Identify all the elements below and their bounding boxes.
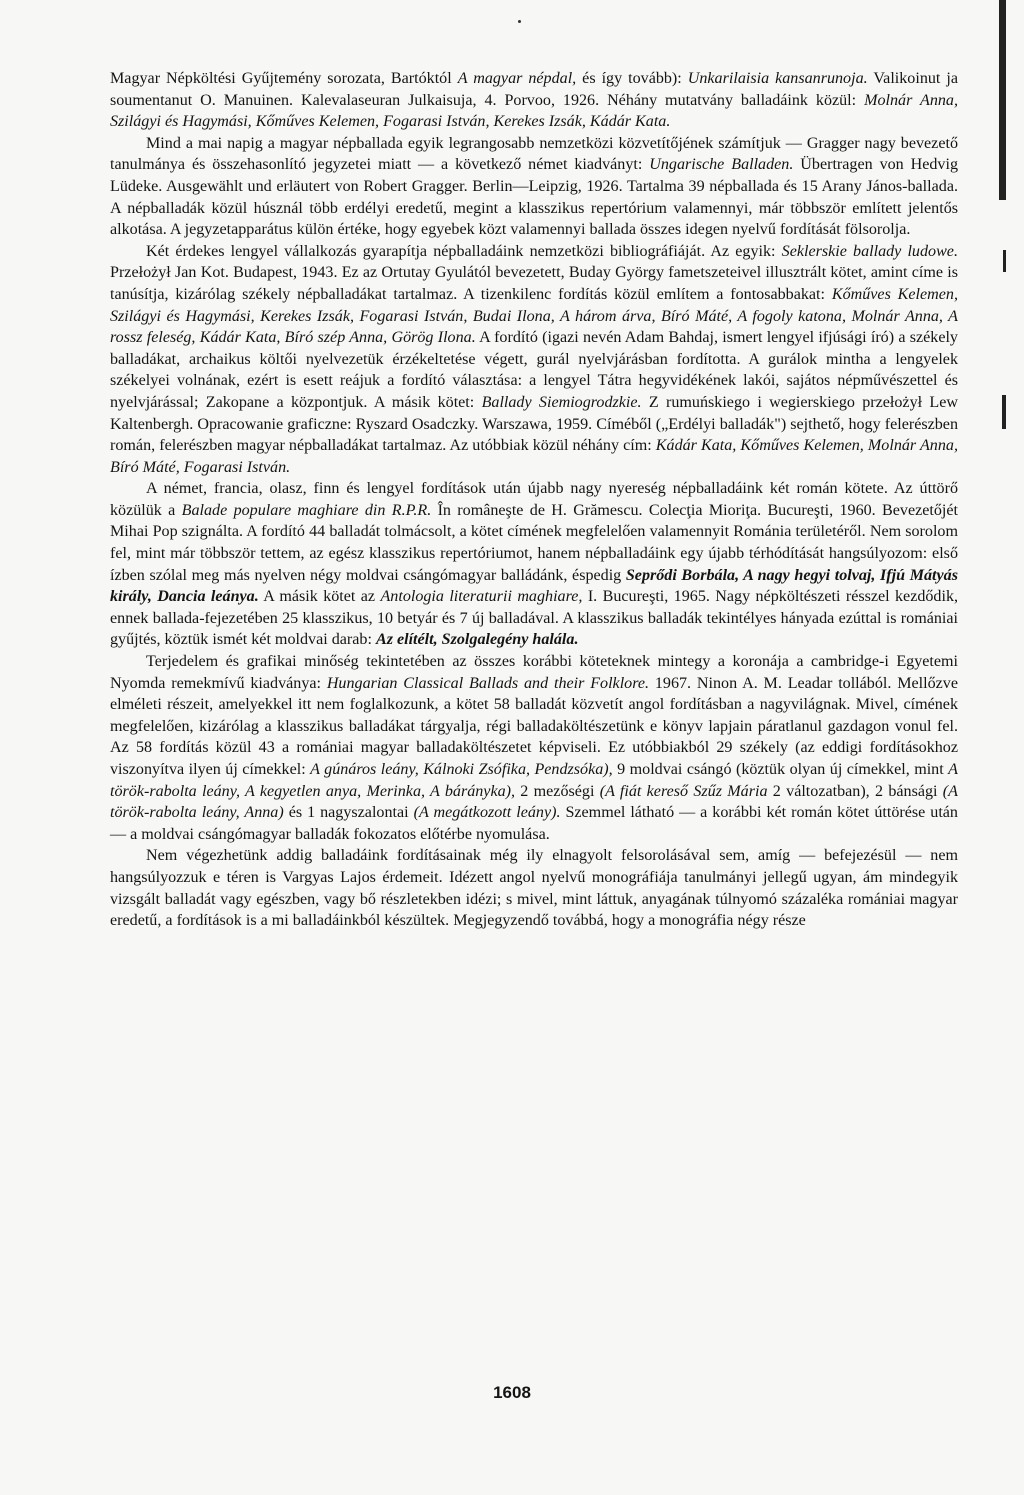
title-run: Seprődi Borbála, A nagy hegyi tolvaj, Ifjú Mátyás király, Dancia leánya.	[110, 566, 958, 606]
title-run: (A fiát kereső Szűz Mária	[599, 782, 768, 800]
paragraph	[110, 651, 958, 845]
text-run: Przełożył Jan Kot. Budapest, 1943. Ez az Ortutay Gyulától bevezetett, Buday György fametszeteivel illusztrált kötet, amint címe is tanúsítja, kizárólag székely népballadákat tartalmaz. A tizenkilenc fordítás közül említem a fontosabbakat:	[110, 264, 958, 303]
title-run: Kádár Kata, Kőműves Kelemen, Molnár Anna, Bíró Máté, Fogarasi István.	[110, 437, 958, 476]
paragraph	[110, 133, 958, 241]
text-run: és így tovább):	[576, 70, 688, 87]
scan-edge-mark	[1003, 250, 1006, 272]
text-run: A másik kötet az	[258, 588, 381, 606]
title-run: Ungarische Balladen.	[649, 156, 794, 174]
text-run: 2 változatban), 2 bánsági	[767, 782, 943, 800]
text-run: I. Bucureşti, 1965. Nagy népköltészeti résszel kezdődik, ennek ballada-fejezetében 25 klasszikus, 10 betyár és 7 új balladával. A klasszikus balladák tekintélyes hányada ezúttal is romániai gyűjtés, köztük ismét két moldvai darab:	[110, 588, 959, 649]
page-body	[110, 68, 958, 932]
title-run: Balade populare maghiare din R.P.R.	[181, 501, 432, 519]
title-run: A gúnáros leány, Kálnoki Zsófika, Pendzsóka),	[310, 761, 613, 778]
text-run: Terjedelem és grafikai minőség tekintetében az összes korábbi köteteknek mintegy a koronája a cambridge-i Egyetemi Nyomda remekmívű kiadványa:	[110, 653, 958, 692]
paragraph	[110, 478, 958, 651]
paragraph	[110, 845, 958, 931]
scan-speck	[518, 20, 521, 23]
title-run: Unkarilaisia kansanrunoja.	[687, 70, 868, 87]
title-run: Molnár Anna, Szilágyi és Hagymási, Kőműves Kelemen, Fogarasi István, Kerekes Izsák, Kádár Kata.	[110, 91, 958, 131]
text-run: Két érdekes lengyel vállalkozás gyarapítja népballadáink nemzetközi bibliográfiáját. Az egyik:	[146, 242, 782, 260]
title-run: Ballady Siemiogrodzkie.	[481, 393, 642, 411]
paragraph	[110, 241, 958, 479]
title-run: Antologia literaturii maghiare,	[380, 588, 583, 606]
text-run: Magyar Népköltési Gyűjtemény sorozata, Bartóktól	[110, 70, 458, 87]
title-run: (A török-rabolta leány, Anna)	[110, 782, 958, 822]
text-run: Mind a mai napig a magyar népballada egyik legrangosabb nemzetközi közvetítőjének számítjuk — Gragger nagy bevezető tanulmánya és összehasonlító jegyzetei miatt — a következő német kiadványt:	[110, 134, 958, 174]
text-run: În româneşte de H. Grămescu. Colecţia Mioriţa. Bucureşti, 1960. Bevezetőjét Mihai Pop szignálta. A fordító 44 balladát tolmácsolt, a kötet címének megfelelően valamennyit Románia területéről. Nem sorolom fel, mint már többször tettem, az egész klasszikus repertóriumot, hanem népballadáink egy újabb térhódítását hangsúlyozom: első ízben szólal meg más nyelven négy moldvai csángómagyar balládánk, éspedig	[110, 501, 958, 584]
text-run: Szemmel látható — a korábbi két román kötet úttörése után — a moldvai csángómagyar balladák fokozatos előtérbe nyomulása.	[110, 804, 958, 843]
title-run: Seklerskie ballady ludowe.	[781, 242, 958, 260]
text-run: Z rumuńskiego i wegierskiego przełożył Lew Kaltenbergh. Opracowanie graficzne: Ryszard Osadczky. Warszawa, 1959. Címéből („Erdélyi balladák") sejthető, hogy felerészben román, felerészben magyar népballadákat tartalmaz. Az utóbbiak közül néhány cím:	[110, 393, 958, 455]
text-run: Nem végezhetünk addig balladáink fordításainak még ily elnagyolt felsorolásával sem, amíg — befejezésül — nem hangsúlyozzuk e téren is Vargyas Lajos érdemeit. Idézett angol nyelvű monográfiája tanulmányi jellegű ugyan, ám mindegyik vizsgált balladát vagy egészben, vagy bő részletekben idézi; s mivel, mint láttuk, anyagának túlnyomó százaléka romániai magyar eredetű, a fordítások is a mi balladáinkból készültek. Megjegyzendő továbbá, hogy a monográfia négy része	[110, 847, 958, 930]
title-run: A török-rabolta leány, A kegyetlen anya, Merinka, A bárányka),	[110, 761, 958, 800]
text-run: 2 mezőségi	[515, 782, 600, 800]
title-run: Kőműves Kelemen, Szilágyi és Hagymási, Kerekes Izsák, Fogarasi István, Budai Ilona, A három árva, Bíró Máté, A fogoly katona, Molnár Anna, A rossz feleség, Kádár Kata, Bíró szép Anna, Görög Ilona.	[110, 285, 958, 347]
text-run: A fordító (igazi nevén Adam Bahdaj, ismert lengyel ifjúsági író) a székely balladákat, archaikus költői nyelvezetük érzékeltetése végett, gurál nyelvjárásban fordította. A gurálok mintha a lengyelek székelyei volnának, ezért is esett reájuk a fordító választása: a lengyel Tátra hegyvidékének lakói, sajátos népművészettel és nyelvjárással; Zakopane a központjuk. A másik kötet:	[110, 329, 958, 411]
title-run: Hungarian Classical Ballads and their Folklore.	[326, 674, 650, 692]
text-run: 9 moldvai csángó (köztük olyan új címekkel, mint	[612, 761, 949, 778]
text-run: A német, francia, olasz, finn és lengyel fordítások után újabb nagy nyereség népballadáink két román kötete. Az úttörő közülük a	[110, 480, 958, 519]
title-run: (A megátkozott leány).	[413, 804, 561, 822]
scan-edge-mark	[999, 0, 1006, 200]
title-run: A magyar népdal,	[457, 70, 577, 87]
text-run: és 1 nagyszalontai	[283, 804, 414, 822]
title-run: Az elítélt, Szolgalegény halála.	[375, 631, 579, 649]
text-run: Valikoinut ja soumentanut O. Manuinen. Kalevalaseuran Julkaisuja, 4. Porvoo, 1926. Néhány mutatvány balladáink közül:	[110, 70, 958, 109]
page-number: 1608	[493, 1383, 531, 1402]
scan-edge-mark	[1002, 395, 1006, 429]
paragraph	[110, 68, 958, 133]
text-run: 1967. Ninon A. M. Leadar tollából. Mellőzve elméleti részeit, amelyekkel itt nem foglalkozunk, a kötet 58 balladát közvetít angol fordításban a nagyvilágnak. Mivel, címének megfelelően, kizárólag a klasszikus balladákat tárgyalja, régi balladaköltészetünk e könyv lapjain páratlanul gazdagon vonul fel. Az 58 fordítás közül 43 a romániai magyar balladaköltészetet képviseli. Ez utóbbiakból 29 székely (az eddigi fordításokhoz viszonyítva ilyen új címekkel:	[110, 674, 958, 778]
text-run: Übertragen von Hedvig Lüdeke. Ausgewählt und erläutert von Robert Gragger. Berlin—Leipzig, 1926. Tartalma 39 népballada és 15 Arany János-ballada. A népballadák közül húsznál több erdélyi eredetű, megint a klasszikus repertórium valamennyi, már többször említett jelentős alkotása. A jegyzetapparátus külön értéke, hogy egyebek közt valamennyi ballada összes idegen nyelvű fordítását fölsorolja.	[110, 156, 959, 239]
